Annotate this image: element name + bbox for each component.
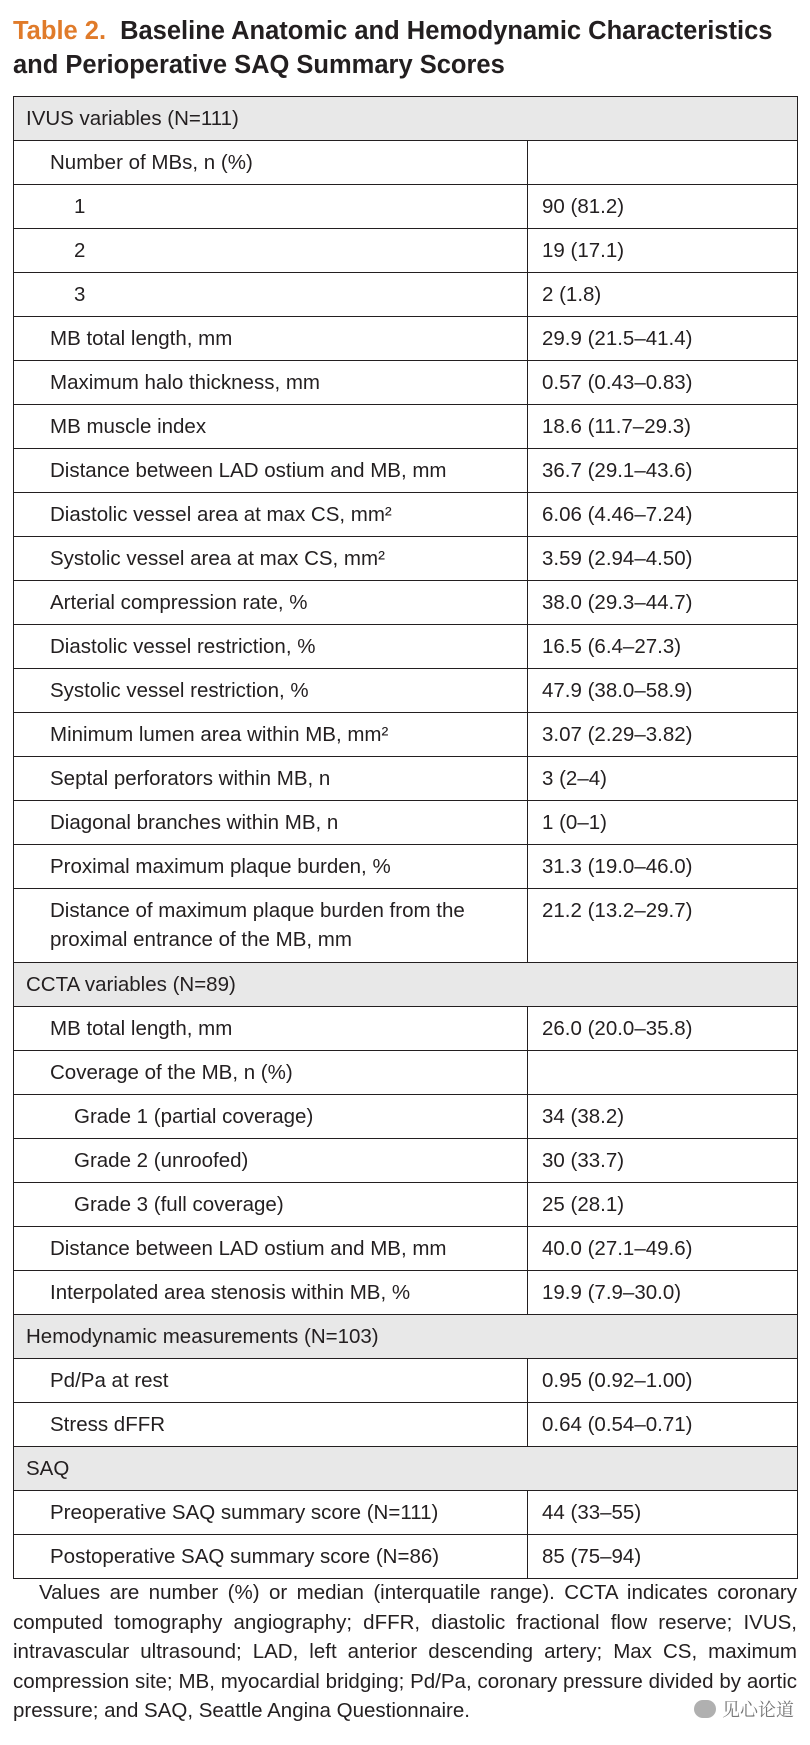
row-value: 85 (75–94) (528, 1535, 798, 1579)
row-label: Distance of maximum plaque burden from the proximal entrance of the MB, mm (14, 889, 528, 963)
row-value: 3.07 (2.29–3.82) (528, 713, 798, 757)
table-row (14, 273, 798, 317)
row-value: 34 (38.2) (528, 1095, 798, 1139)
row-label: Interpolated area stenosis within MB, % (14, 1271, 528, 1315)
table-row (14, 1227, 798, 1271)
row-value: 29.9 (21.5–41.4) (528, 317, 798, 361)
section-header: CCTA variables (N=89) (14, 963, 798, 1007)
table-row (14, 757, 798, 801)
table-row (14, 845, 798, 889)
row-value: 0.64 (0.54–0.71) (528, 1403, 798, 1447)
table-row (14, 405, 798, 449)
row-label: Arterial compression rate, % (14, 581, 528, 625)
table-row (14, 229, 798, 273)
row-value: 19 (17.1) (528, 229, 798, 273)
table-row (14, 1491, 798, 1535)
row-value: 0.95 (0.92–1.00) (528, 1359, 798, 1403)
row-label: Distance between LAD ostium and MB, mm (14, 1227, 528, 1271)
row-label: Minimum lumen area within MB, mm² (14, 713, 528, 757)
row-label: Pd/Pa at rest (14, 1359, 528, 1403)
table-row (14, 1139, 798, 1183)
table-row (14, 1183, 798, 1227)
data-table (13, 96, 798, 1579)
row-label: Systolic vessel area at max CS, mm² (14, 537, 528, 581)
table-row (14, 141, 798, 185)
row-value: 3 (2–4) (528, 757, 798, 801)
section-header: Hemodynamic measurements (N=103) (14, 1315, 798, 1359)
row-value: 38.0 (29.3–44.7) (528, 581, 798, 625)
row-label: Number of MBs, n (%) (14, 141, 528, 185)
row-label: Diagonal branches within MB, n (14, 801, 528, 845)
row-label: Grade 3 (full coverage) (14, 1183, 528, 1227)
row-value: 30 (33.7) (528, 1139, 798, 1183)
row-value: 16.5 (6.4–27.3) (528, 625, 798, 669)
table-row (14, 537, 798, 581)
section-header-row (14, 1447, 798, 1491)
row-value: 47.9 (38.0–58.9) (528, 669, 798, 713)
row-value: 2 (1.8) (528, 273, 798, 317)
table-body (14, 97, 798, 1579)
row-value (528, 141, 798, 185)
row-label: MB muscle index (14, 405, 528, 449)
table-row (14, 449, 798, 493)
row-label: Grade 2 (unroofed) (14, 1139, 528, 1183)
table-number: Table 2. (13, 17, 107, 45)
row-value (528, 1051, 798, 1095)
row-value: 25 (28.1) (528, 1183, 798, 1227)
table-row (14, 1359, 798, 1403)
section-header-row (14, 97, 798, 141)
row-label: 3 (14, 273, 528, 317)
row-value: 40.0 (27.1–49.6) (528, 1227, 798, 1271)
row-label: 1 (14, 185, 528, 229)
row-label: Proximal maximum plaque burden, % (14, 845, 528, 889)
wechat-icon (694, 1700, 716, 1718)
row-label: 2 (14, 229, 528, 273)
row-label: Coverage of the MB, n (%) (14, 1051, 528, 1095)
table-row (14, 669, 798, 713)
row-label: Septal perforators within MB, n (14, 757, 528, 801)
row-label: Distance between LAD ostium and MB, mm (14, 449, 528, 493)
section-header-row (14, 963, 798, 1007)
row-value: 6.06 (4.46–7.24) (528, 493, 798, 537)
table-row (14, 361, 798, 405)
row-value: 36.7 (29.1–43.6) (528, 449, 798, 493)
section-header-row (14, 1315, 798, 1359)
table-row (14, 185, 798, 229)
row-label: Diastolic vessel area at max CS, mm² (14, 493, 528, 537)
table-row (14, 625, 798, 669)
table-row (14, 317, 798, 361)
row-label: Postoperative SAQ summary score (N=86) (14, 1535, 528, 1579)
table-row (14, 581, 798, 625)
table-footnote: Values are number (%) or median (interquatile range). CCTA indicates coronary computed tomography angiography; dFFR, diastolic fractional flow reserve; IVUS, intravascular ultrasound; LAD, left anterior descending artery; Max CS, maximum compression site; MB, myocardial bridging; Pd/Pa, coronary pressure divided by aortic pressure; and SAQ, Seattle Angina Questionnaire. (13, 1581, 797, 1722)
table-caption: Baseline Anatomic and Hemodynamic Characteristics and Perioperative SAQ Summary Scores (13, 17, 773, 79)
row-label: Preoperative SAQ summary score (N=111) (14, 1491, 528, 1535)
row-value: 0.57 (0.43–0.83) (528, 361, 798, 405)
table-row (14, 801, 798, 845)
row-label: MB total length, mm (14, 317, 528, 361)
row-value: 26.0 (20.0–35.8) (528, 1007, 798, 1051)
section-header: SAQ (14, 1447, 798, 1491)
table-row (14, 1535, 798, 1579)
row-value: 31.3 (19.0–46.0) (528, 845, 798, 889)
row-value: 21.2 (13.2–29.7) (528, 889, 798, 963)
row-label: Systolic vessel restriction, % (14, 669, 528, 713)
table-row (14, 1271, 798, 1315)
row-value: 19.9 (7.9–30.0) (528, 1271, 798, 1315)
row-value: 44 (33–55) (528, 1491, 798, 1535)
row-value: 90 (81.2) (528, 185, 798, 229)
table-row (14, 1403, 798, 1447)
table-title (13, 14, 803, 82)
row-value: 3.59 (2.94–4.50) (528, 537, 798, 581)
row-label: MB total length, mm (14, 1007, 528, 1051)
section-header: IVUS variables (N=111) (14, 97, 798, 141)
table-row (14, 493, 798, 537)
row-label: Grade 1 (partial coverage) (14, 1095, 528, 1139)
row-label: Stress dFFR (14, 1403, 528, 1447)
row-label: Diastolic vessel restriction, % (14, 625, 528, 669)
table-row (14, 1007, 798, 1051)
table-row (14, 889, 798, 963)
table-row (14, 1095, 798, 1139)
watermark-text: 见心论道 (722, 1700, 794, 1720)
row-value: 18.6 (11.7–29.3) (528, 405, 798, 449)
table-row (14, 713, 798, 757)
watermark (694, 1696, 794, 1722)
table-row (14, 1051, 798, 1095)
row-value: 1 (0–1) (528, 801, 798, 845)
row-label: Maximum halo thickness, mm (14, 361, 528, 405)
